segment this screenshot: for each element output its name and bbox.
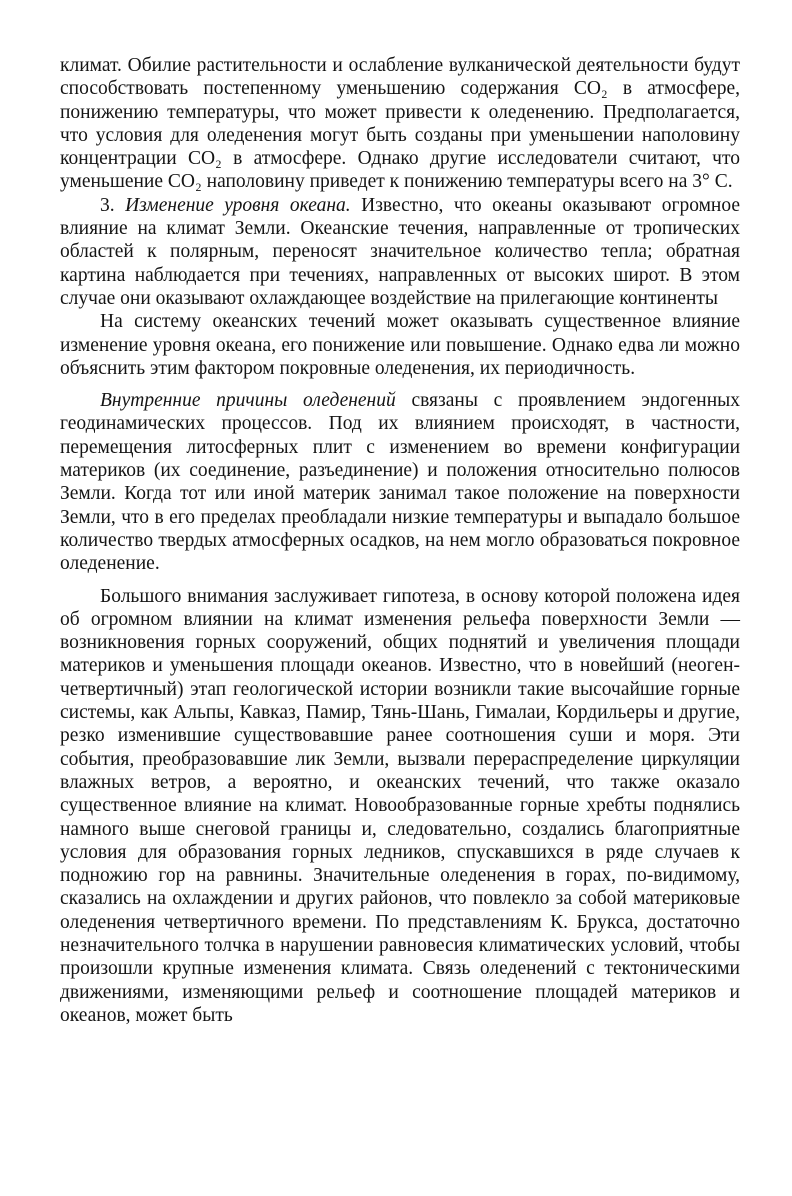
item-number: 3. <box>100 194 126 216</box>
paragraph-internal-causes <box>60 389 740 575</box>
paragraph-ocean-currents: На систему океанских течений может оказывать существенное влияние изменение уровня океана, его понижение или повышение. Однако едва ли можно объяснить этим фактором покровные оледенения, их периодичность. <box>60 311 740 379</box>
paragraph-ocean-level-text: Известно, что океаны оказывают огромное влияние на климат Земли. Океанские течения, направленные от тропических областей к полярным, переносят значительное количество тепла; обратная картина наблюдается при течениях, направленных от высоких широт. В этом случае они оказывают охлаждающее воздействие на прилегающие континенты <box>60 194 740 309</box>
section-heading-internal-causes: Внутренние причины оледенений <box>100 390 396 412</box>
paragraph-ocean-level <box>60 194 740 310</box>
paragraph-co2-climate: климат. Обилие растительности и ослабление вулканической деятельности будут способствовать постепенному уменьшению содержания CO₂ в атмосфере, понижению температуры, что может привести к оледенению. Предполагается, что условия для оледенения могут быть созданы при уменьшении наполовину концентрации CO₂ в атмосфере. Однако другие исследователи считают, что уменьшение CO₂ наполовину приведет к понижению температуры всего на 3° С. <box>60 55 740 193</box>
paragraph-internal-causes-text: связаны с проявлением эндогенных геодинамических процессов. Под их влиянием происходят, в частности, перемещения литосферных плит с изменением во времени конфигурации материков (их соединение, разъединение) и положения относительно полюсов Земли. Когда тот или иной материк занимал такое положение на поверхности Земли, что в его пределах преобладали низкие температуры и выпадало большое количество твердых атмосферных осадков, на нем могло образоваться покровное оледенение. <box>60 390 740 575</box>
section-heading-ocean-level: Изменение уровня океана. <box>125 194 351 216</box>
paragraph-relief-hypothesis: Большого внимания заслуживает гипотеза, в основу которой положена идея об огромном влиянии на климат изменения рельефа поверхности Земли — возникновения горных сооружений, общих поднятий и увеличения площади материков и уменьшения площади океанов. Известно, что в новейший (неоген-четвертичный) этап геологической истории возникли такие высочайшие горные системы, как Альпы, Кавказ, Памир, Тянь-Шань, Гималаи, Кордильеры и другие, резко изменившие существовавшие ранее соотношения суши и моря. Эти события, преобразовавшие лик Земли, вызвали перераспределение циркуляции влажных ветров, а вероятно, и океанских течений, что также оказало существенное влияние на климат. Новообразованные горные хребты поднялись намного выше снеговой границы и, следовательно, создались благоприятные условия для образования горных ледников, спускавшихся в ряде случаев к подножию гор на равнины. Значительные оледенения в горах, по-видимому, сказались на охлаждении и других районов, что повлекло за собой материковые оледенения четвертичного времени. По представлениям К. Брукса, достаточно незначительного толчка в нарушении равновесия климатических условий, чтобы произошли крупные изменения климата. Связь оледенений с тектоническими движениями, изменяющими рельеф и соотношение площадей материков и океанов, может быть <box>60 585 740 1026</box>
